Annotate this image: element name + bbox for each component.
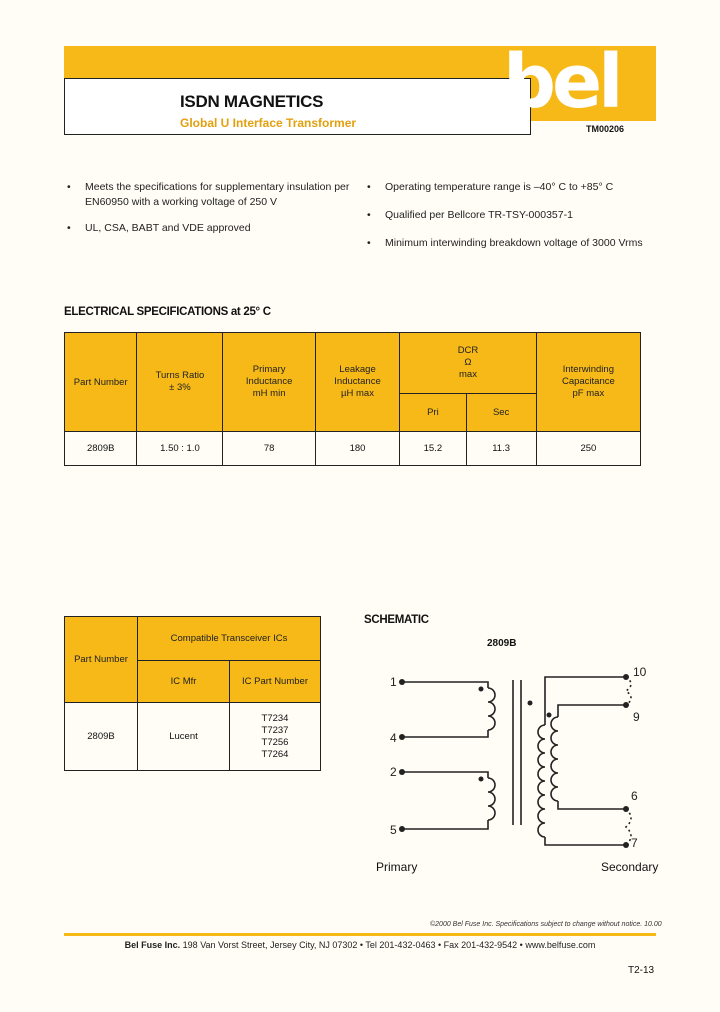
bullet-icon: •: [367, 181, 371, 193]
doc-number: TM00206: [586, 124, 625, 134]
bel-logo: bel: [503, 39, 620, 125]
electrical-spec-table: [64, 332, 641, 466]
col-part-number: Part Number: [65, 617, 138, 703]
primary-wire: [402, 820, 488, 829]
pin-terminal: [623, 674, 629, 680]
bullet-icon: •: [367, 237, 371, 249]
page-number: T2-13: [628, 965, 655, 976]
col-ic-part-number: IC Part Number: [230, 661, 321, 703]
col-compatible-ics: Compatible Transceiver ICs: [138, 617, 321, 661]
polarity-dot: [479, 687, 484, 692]
secondary-coil-2: [551, 717, 558, 801]
copyright: ©2000 Bel Fuse Inc. Specifications subject to change without notice. 10.00: [430, 921, 662, 928]
bullet-icon: •: [367, 209, 371, 221]
pin-terminal: [399, 734, 405, 740]
feature-item: • Operating temperature range is –40° C to +85° C: [367, 181, 614, 193]
col-primary-inductance: Primary Inductance mH min: [223, 333, 315, 432]
table-row: 2809B 1.50 : 1.0 78 180 15.2 11.3 250: [65, 432, 641, 466]
pin-label: 9: [633, 710, 640, 724]
secondary-wire: [558, 801, 625, 809]
col-turns-ratio: Turns Ratio ± 3%: [137, 333, 223, 432]
primary-label: Primary: [376, 860, 418, 874]
primary-wire: [402, 682, 488, 688]
polarity-dot: [479, 777, 484, 782]
pin-terminal: [399, 679, 405, 685]
pin-terminal: [623, 842, 629, 848]
pin-label: 2: [390, 765, 397, 779]
footer-rule: [64, 933, 656, 936]
bullet-icon: •: [67, 181, 71, 193]
pin-terminal: [623, 702, 629, 708]
pin-label: 1: [390, 675, 397, 689]
schematic-heading: SCHEMATIC: [364, 614, 429, 626]
pin-label: 10: [633, 665, 647, 679]
pin-label: 7: [631, 836, 638, 850]
col-ic-mfr: IC Mfr: [138, 661, 230, 703]
footer-address: Bel Fuse Inc. 198 Van Vorst Street, Jersey City, NJ 07302 • Tel 201-432-0463 • Fax 201-432-9542 • www.belfuse.com: [124, 940, 596, 950]
feature-item: • UL, CSA, BABT and VDE approved: [67, 222, 251, 234]
pin-terminal: [399, 826, 405, 832]
secondary-wire: [545, 837, 625, 845]
polarity-dot: [528, 701, 533, 706]
feature-item: • Qualified per Bellcore TR-TSY-000357-1: [367, 209, 573, 221]
col-dcr: DCR Ω max: [400, 333, 537, 394]
compat-ic-table: [64, 616, 321, 771]
feature-item: • Minimum interwinding breakdown voltage of 3000 Vrms: [367, 237, 643, 249]
page-title: ISDN MAGNETICS: [180, 92, 324, 111]
col-leakage-inductance: Leakage Inductance µH max: [315, 333, 399, 432]
polarity-dot: [547, 713, 552, 718]
secondary-label: Secondary: [601, 860, 659, 874]
schematic-part-label: 2809B: [487, 638, 517, 649]
electrical-heading: ELECTRICAL SPECIFICATIONS at 25° C: [64, 306, 271, 318]
col-dcr-sec: Sec: [466, 394, 536, 432]
primary-coil-2: [488, 778, 495, 820]
secondary-wire: [558, 705, 625, 717]
pin-label: 4: [390, 731, 397, 745]
primary-wire: [402, 772, 488, 778]
link-10-9: [626, 677, 631, 705]
secondary-coil-1: [538, 725, 545, 837]
primary-coil-1: [488, 688, 495, 730]
feature-item: • Meets the specifications for supplementary insulation per EN60950 with a working voltage of 250 V: [67, 181, 350, 208]
table-row: 2809B Lucent T7234 T7237 T7256 T7264: [65, 703, 321, 771]
col-interwinding-capacitance: Interwinding Capacitance pF max: [536, 333, 640, 432]
transformer-schematic: [360, 655, 660, 885]
pin-label: 5: [390, 823, 397, 837]
pin-label: 6: [631, 789, 638, 803]
primary-wire: [402, 730, 488, 737]
page-subtitle: Global U Interface Transformer: [180, 116, 357, 130]
pin-terminal: [399, 769, 405, 775]
col-dcr-pri: Pri: [400, 394, 466, 432]
col-part-number: Part Number: [65, 333, 137, 432]
bullet-icon: •: [67, 222, 71, 234]
pin-terminal: [623, 806, 629, 812]
